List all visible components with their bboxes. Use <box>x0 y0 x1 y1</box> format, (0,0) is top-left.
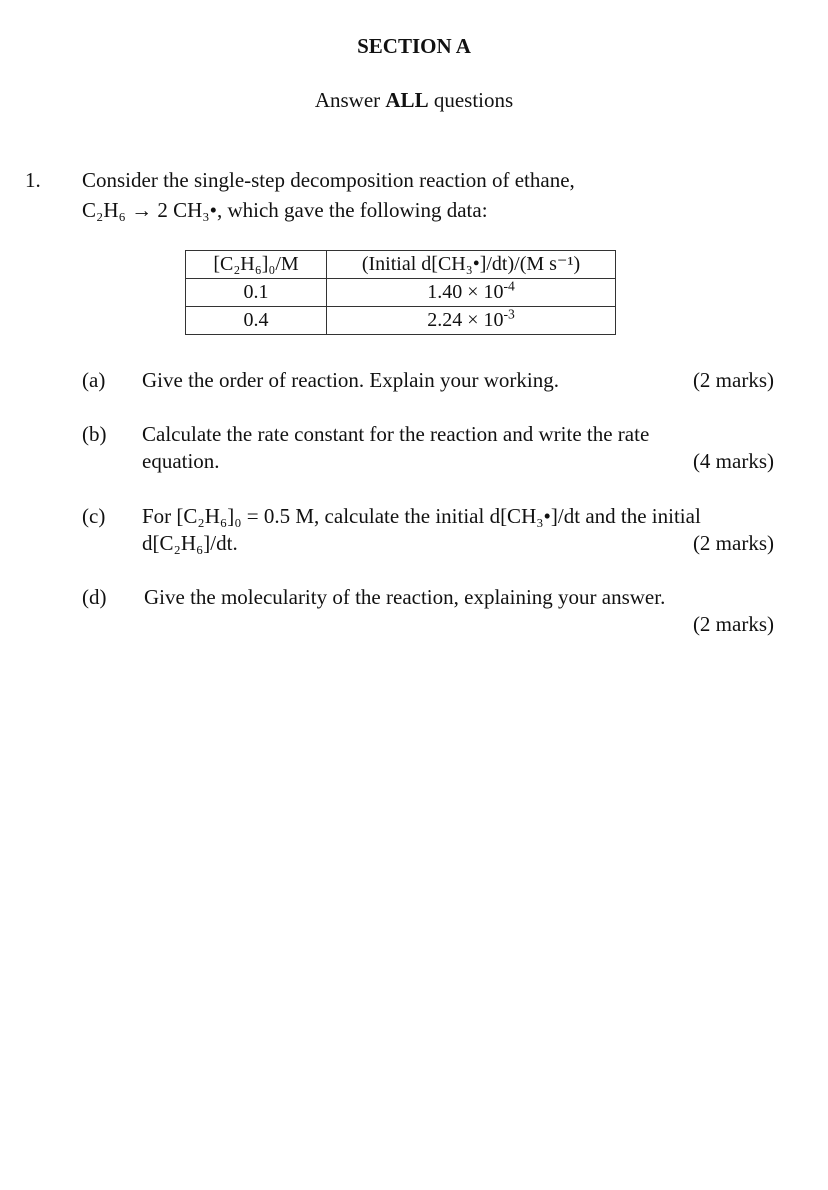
question-number: 1. <box>25 168 41 192</box>
part-b-label: (b) <box>82 422 107 446</box>
rate-mantissa: 2.24 × 10 <box>427 309 504 331</box>
part-b-text-line2: equation. <box>142 449 220 473</box>
part-c-marks: (2 marks) <box>692 531 774 555</box>
part-b-text-line1: Calculate the rate constant for the reaction and write the rate <box>142 422 650 446</box>
instruction-before: Answer <box>314 88 386 112</box>
part-d-marks: (2 marks) <box>692 612 774 636</box>
question-intro-line2 <box>82 198 488 223</box>
part-a-label: (a) <box>82 368 106 392</box>
instruction-bold: ALL <box>385 88 429 112</box>
rate-mantissa: 1.40 × 10 <box>427 281 504 303</box>
data-table <box>185 250 616 335</box>
table-cell-concentration: 0.1 <box>186 279 327 307</box>
rate-exponent: -3 <box>503 306 515 322</box>
reaction-arrow: → <box>131 198 153 222</box>
table-header-rate: (Initial d[CH₃•]/dt)/(M s⁻¹) <box>327 251 616 279</box>
reaction-product: 2 CH₃• <box>157 198 217 222</box>
part-a-marks: (2 marks) <box>692 368 774 392</box>
table-row <box>186 307 616 335</box>
table-cell-concentration: 0.4 <box>186 307 327 335</box>
table-row <box>186 279 616 307</box>
instruction <box>0 88 828 113</box>
reaction-reactant: C₂H₆ <box>82 198 126 222</box>
question-intro-tail: , which gave the following data: <box>216 198 488 222</box>
table-cell-rate <box>327 279 616 307</box>
part-d-text: Give the molecularity of the reaction, explaining your answer. <box>144 585 666 609</box>
instruction-after: questions <box>428 88 514 112</box>
part-c-label: (c) <box>82 504 106 528</box>
part-a-text: Give the order of reaction. Explain your working. <box>142 368 559 392</box>
part-d-label: (d) <box>82 585 107 609</box>
table-cell-rate <box>327 307 616 335</box>
rate-exponent: -4 <box>503 278 515 294</box>
section-title: SECTION A <box>357 34 471 58</box>
table-header-row <box>186 251 616 279</box>
question-intro-line1: Consider the single-step decomposition reaction of ethane, <box>82 168 575 192</box>
table-header-concentration: [C₂H₆]₀/M <box>186 251 327 279</box>
part-b-marks: (4 marks) <box>692 449 774 473</box>
part-c-text-line2: d[C₂H₆]/dt. <box>142 531 238 555</box>
part-c-text-line1: For [C₂H₆]₀ = 0.5 M, calculate the initial d[CH₃•]/dt and the initial <box>142 504 701 528</box>
